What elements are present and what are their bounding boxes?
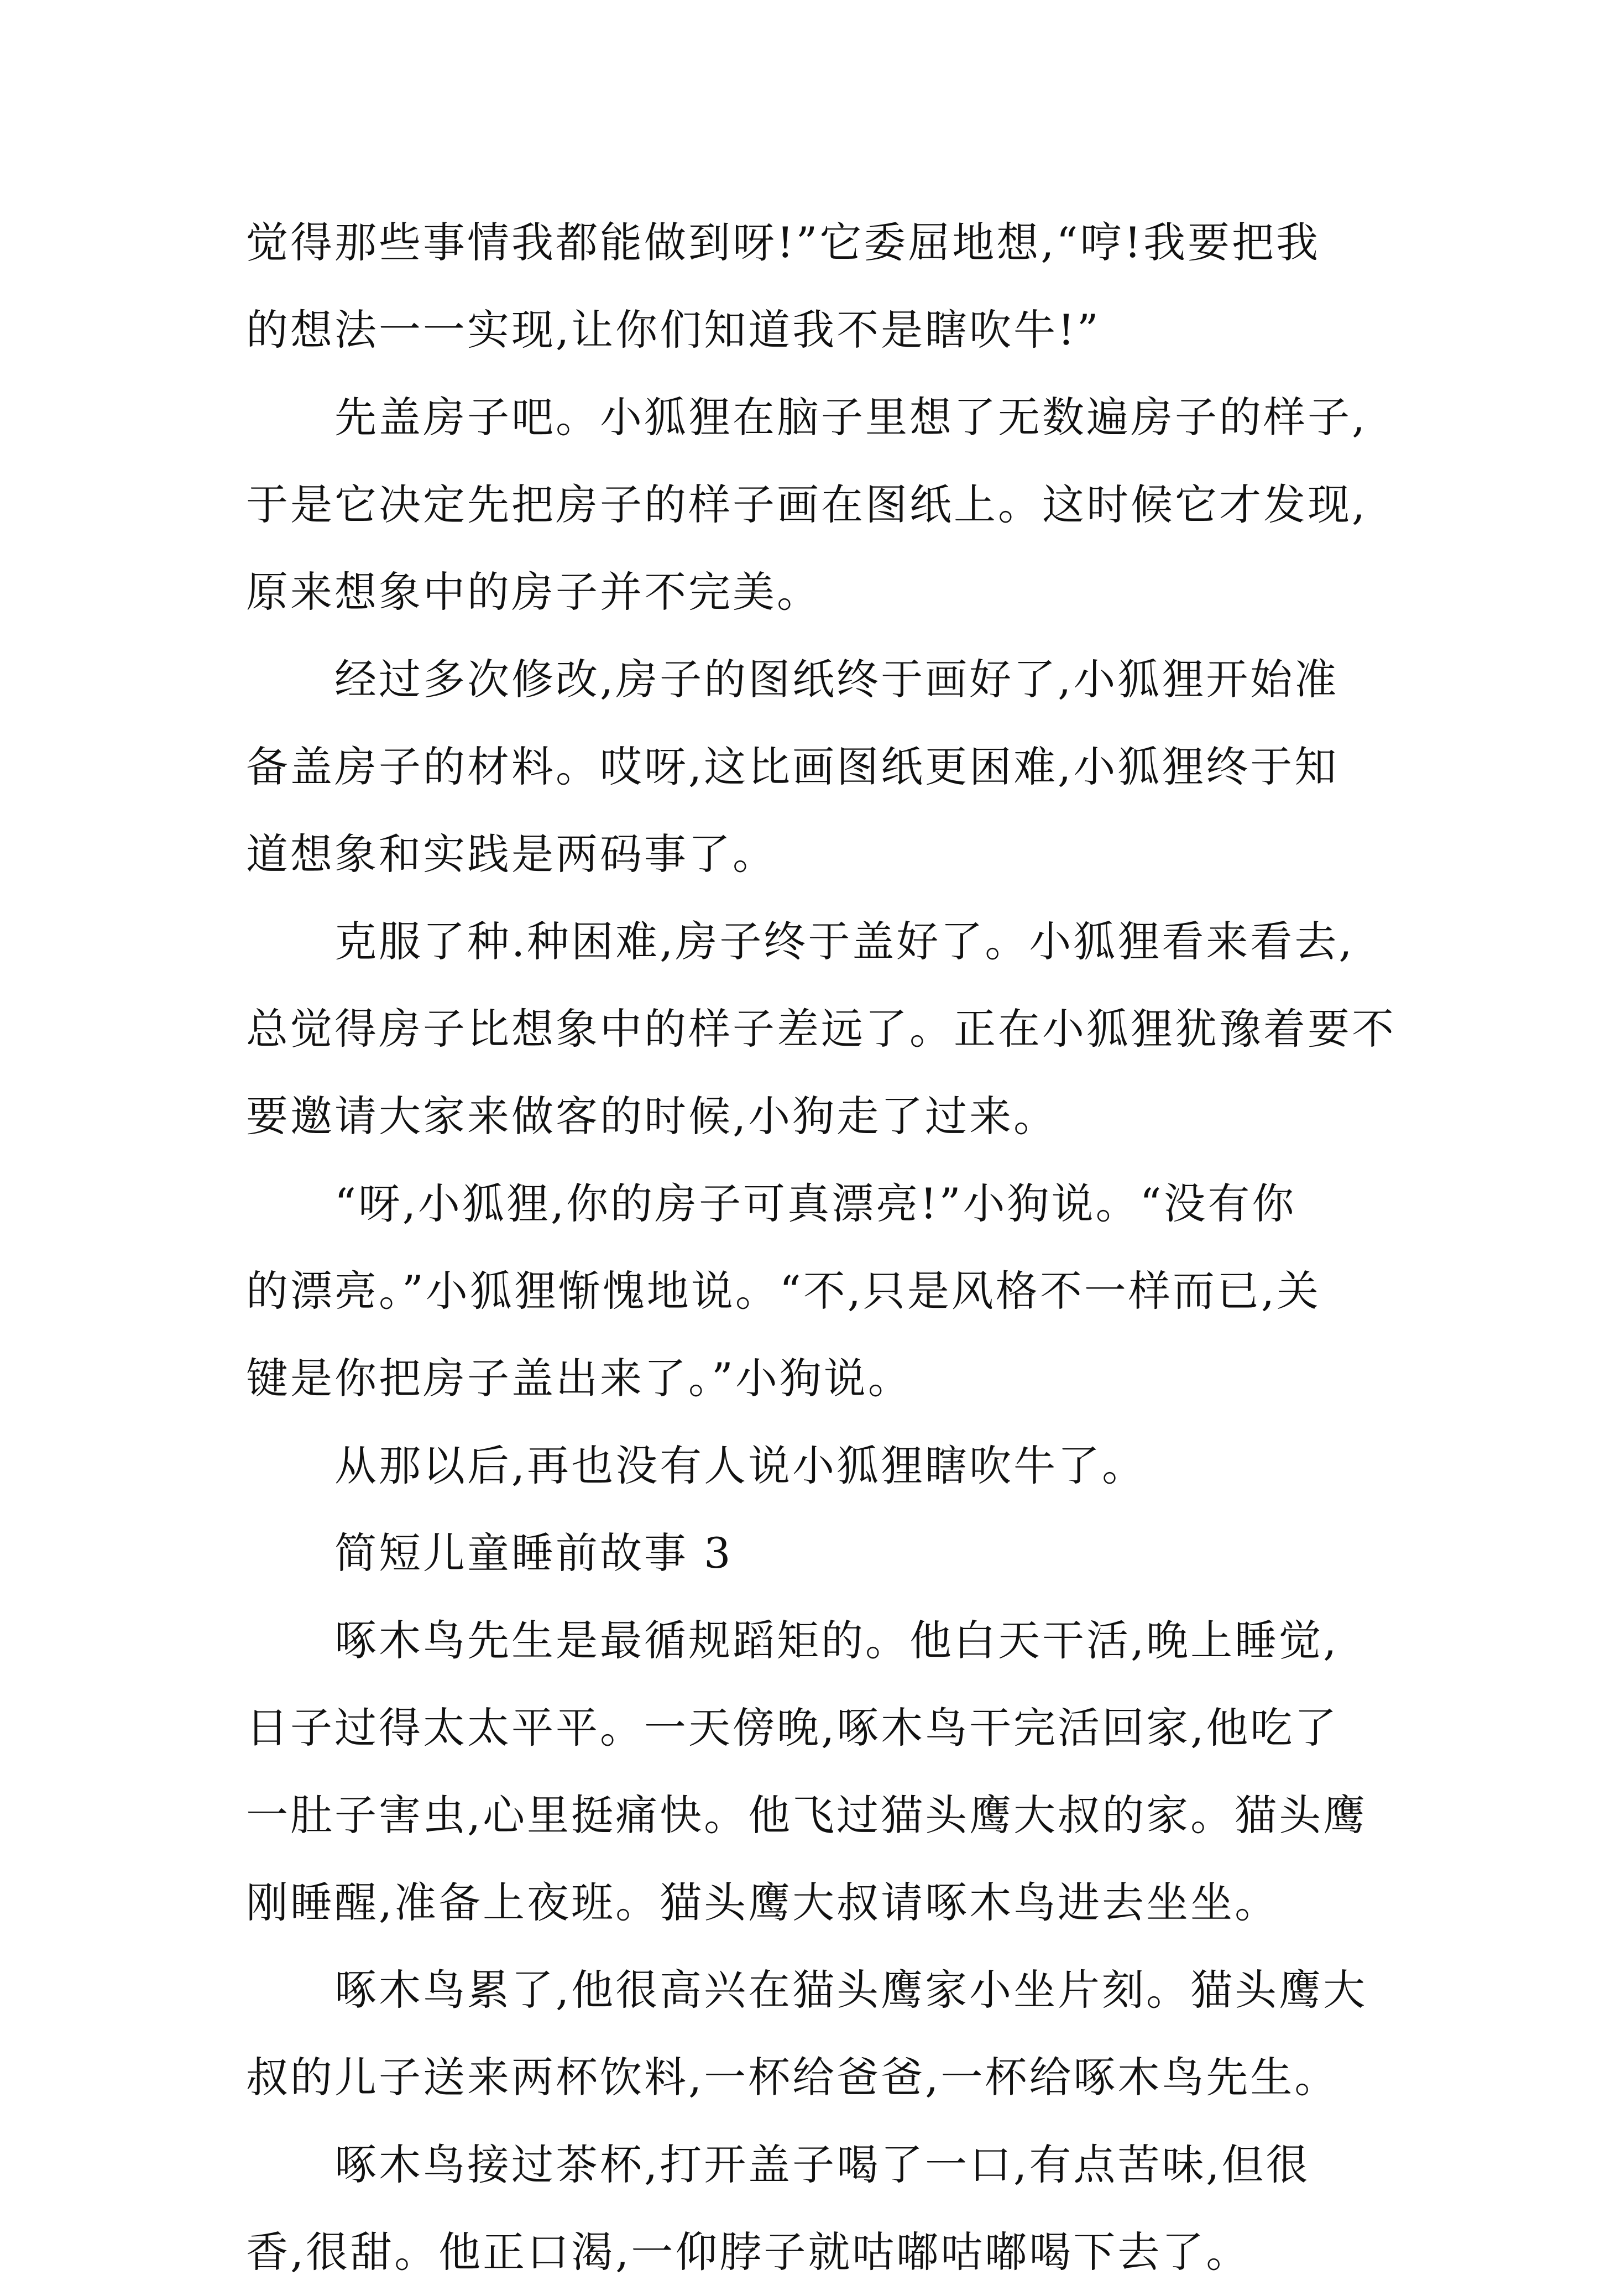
paragraph-start-line: 啄木鸟先生是最循规蹈矩的。他白天干活,晚上睡觉, <box>334 1616 1339 1665</box>
text-line: 的漂亮。”小狐狸惭愧地说。“不,只是风格不一样而已,关 <box>246 1266 1321 1316</box>
paragraph-start-line: 啄木鸟累了,他很高兴在猫头鹰家小坐片刻。猫头鹰大 <box>334 1965 1368 2015</box>
text-line: 道想象和实践是两码事了。 <box>246 829 777 879</box>
text-line: 叔的儿子送来两杯饮料,一杯给爸爸,一杯给啄木鸟先生。 <box>246 2053 1339 2102</box>
text-line: 刚睡醒,准备上夜班。猫头鹰大叔请啄木鸟进去坐坐。 <box>246 1878 1279 1927</box>
text-line: 要邀请大家来做客的时候,小狗走了过来。 <box>246 1092 1058 1141</box>
paragraph-start-line: 经过多次修改,房子的图纸终于画好了,小狐狸开始准 <box>334 655 1339 704</box>
paragraph-start-line: 先盖房子吧。小狐狸在脑子里想了无数遍房子的样子, <box>334 393 1368 442</box>
text-line: 觉得那些事情我都能做到呀!”它委屈地想,“哼!我要把我 <box>246 218 1320 267</box>
text-line: 原来想象中的房子并不完美。 <box>246 567 821 617</box>
text-line: 备盖房子的材料。哎呀,这比画图纸更困难,小狐狸终于知 <box>246 742 1339 791</box>
paragraph-start-line: 从那以后,再也没有人说小狐狸瞎吹牛了。 <box>334 1441 1147 1490</box>
text-line: 香,很甜。他正口渴,一仰脖子就咕嘟咕嘟喝下去了。 <box>246 2227 1251 2277</box>
paragraph-start-line: “呀,小狐狸,你的房子可真漂亮!”小狗说。“没有你 <box>334 1179 1296 1228</box>
paragraph-start-line: 克服了种.种困难,房子终于盖好了。小狐狸看来看去, <box>334 917 1355 966</box>
text-line: 日子过得太太平平。一天傍晚,啄木鸟干完活回家,他吃了 <box>246 1703 1339 1752</box>
text-line: 一肚子害虫,心里挺痛快。他飞过猫头鹰大叔的家。猫头鹰 <box>246 1791 1368 1840</box>
text-line: 总觉得房子比想象中的样子差远了。正在小狐狸犹豫着要不 <box>246 1004 1396 1053</box>
text-line: 的想法一一实现,让你们知道我不是瞎吹牛!” <box>246 305 1101 354</box>
section-heading: 简短儿童睡前故事 3 <box>334 1528 733 1578</box>
paragraph-start-line: 啄木鸟接过茶杯,打开盖子喝了一口,有点苦味,但很 <box>334 2140 1310 2189</box>
text-line: 于是它决定先把房子的样子画在图纸上。这时候它才发现, <box>246 480 1368 529</box>
body-text <box>246 199 1396 2296</box>
text-line: 键是你把房子盖出来了。”小狗说。 <box>246 1354 912 1403</box>
